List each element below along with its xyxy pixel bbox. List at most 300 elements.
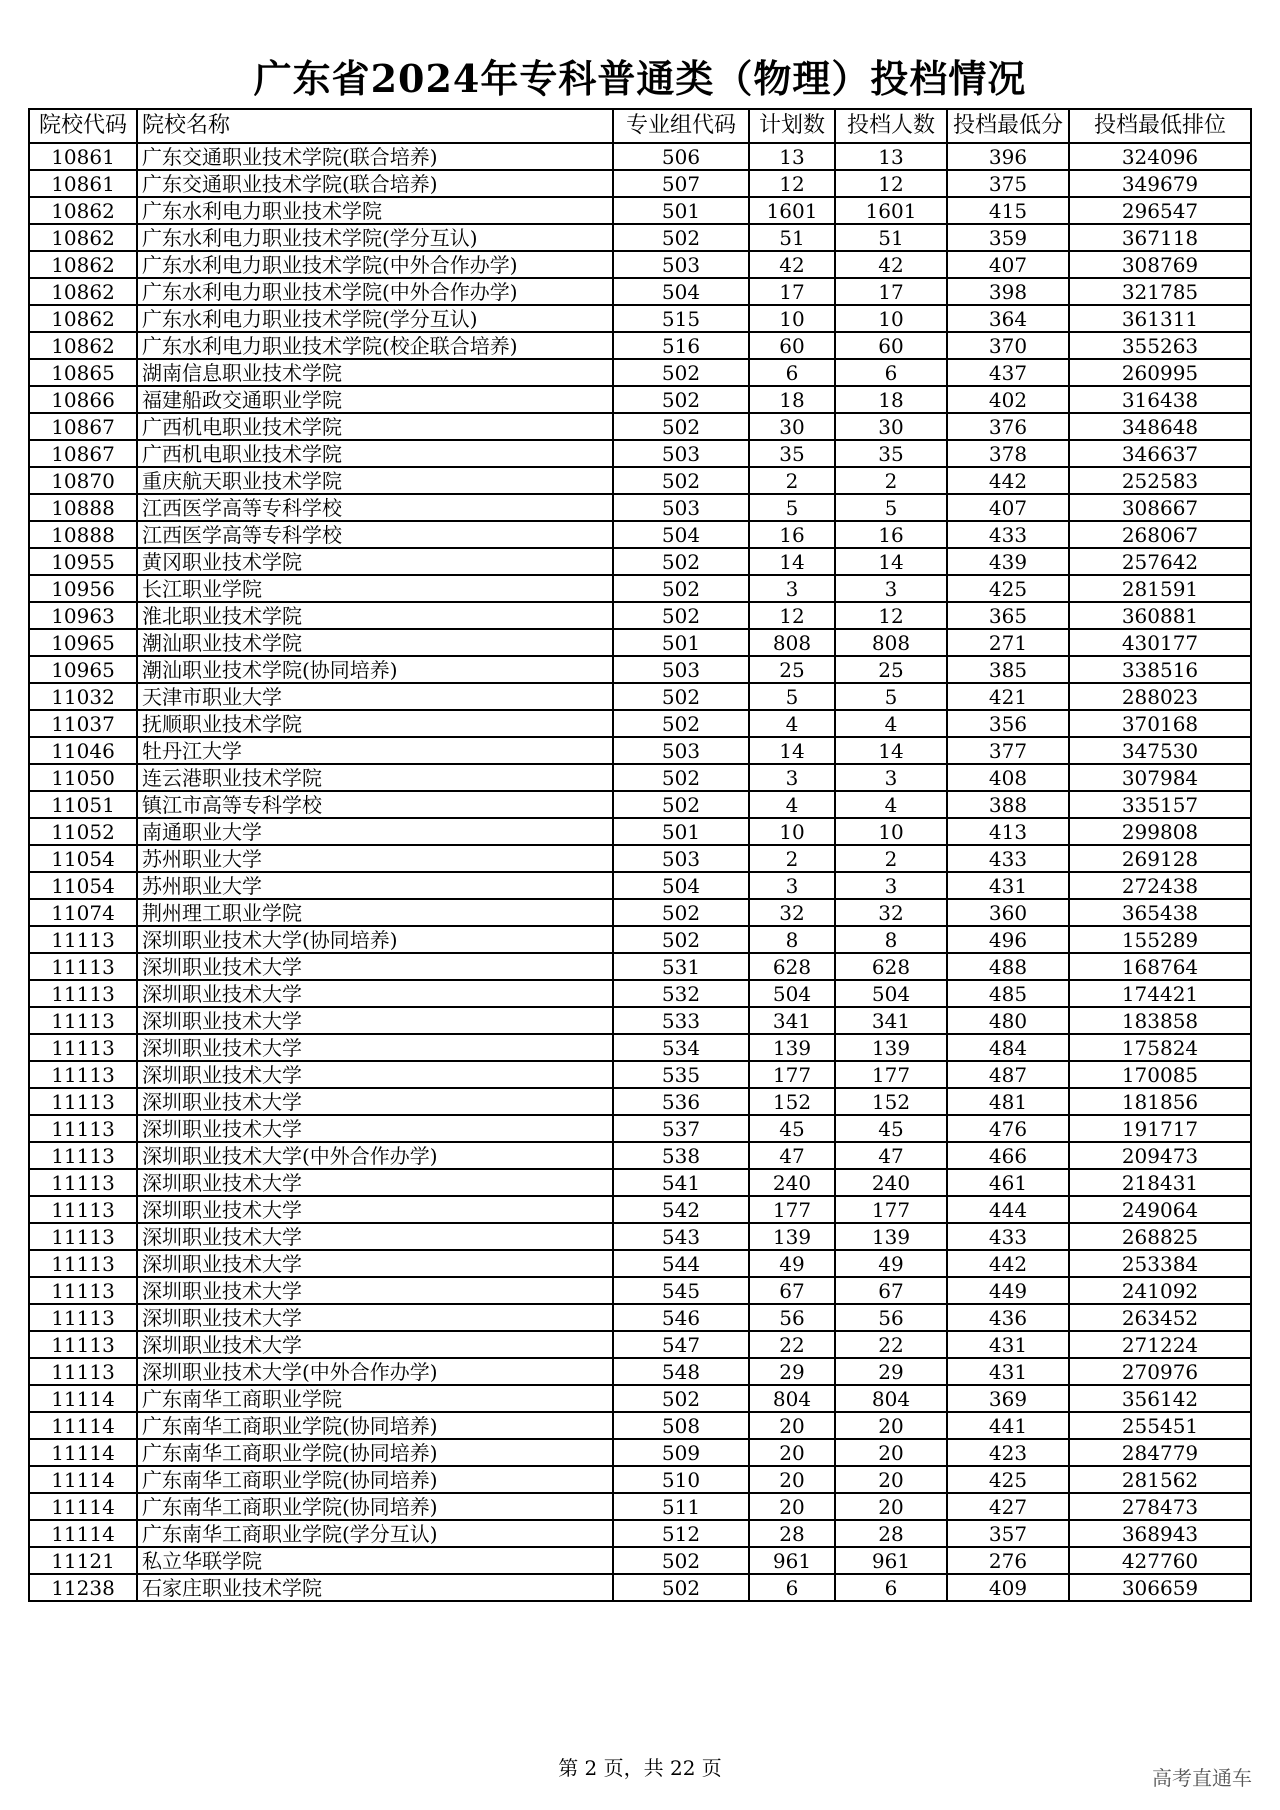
cell-group-code: 502 [613,899,749,926]
cell-school-name: 荆州理工职业学院 [137,899,613,926]
cell-school-code: 11114 [29,1412,137,1439]
cell-admitted-count: 13 [835,143,947,170]
cell-min-score: 442 [947,467,1069,494]
cell-group-code: 532 [613,980,749,1007]
cell-school-code: 11054 [29,872,137,899]
cell-admitted-count: 628 [835,953,947,980]
cell-group-code: 538 [613,1142,749,1169]
cell-school-code: 11113 [29,980,137,1007]
table-row [29,845,1251,872]
cell-min-score: 431 [947,1358,1069,1385]
cell-plan-count: 42 [749,251,835,278]
cell-plan-count: 8 [749,926,835,953]
cell-admitted-count: 22 [835,1331,947,1358]
cell-min-score: 496 [947,926,1069,953]
cell-plan-count: 30 [749,413,835,440]
cell-min-rank: 249064 [1069,1196,1251,1223]
cell-group-code: 546 [613,1304,749,1331]
cell-school-name: 江西医学高等专科学校 [137,521,613,548]
cell-min-rank: 168764 [1069,953,1251,980]
cell-group-code: 501 [613,197,749,224]
cell-min-rank: 335157 [1069,791,1251,818]
cell-plan-count: 2 [749,467,835,494]
cell-plan-count: 45 [749,1115,835,1142]
table-row [29,710,1251,737]
cell-school-code: 11113 [29,1250,137,1277]
cell-group-code: 543 [613,1223,749,1250]
cell-school-code: 11113 [29,1007,137,1034]
cell-school-code: 11114 [29,1439,137,1466]
table-row [29,953,1251,980]
cell-min-rank: 155289 [1069,926,1251,953]
cell-school-name: 深圳职业技术大学 [137,1250,613,1277]
cell-school-name: 广东南华工商职业学院(协同培养) [137,1412,613,1439]
table-row [29,1439,1251,1466]
cell-plan-count: 67 [749,1277,835,1304]
col-header-admitted-count: 投档人数 [835,109,947,143]
cell-min-score: 433 [947,845,1069,872]
cell-plan-count: 14 [749,548,835,575]
cell-admitted-count: 67 [835,1277,947,1304]
cell-admitted-count: 4 [835,791,947,818]
cell-min-score: 407 [947,251,1069,278]
cell-admitted-count: 12 [835,602,947,629]
cell-admitted-count: 20 [835,1412,947,1439]
cell-plan-count: 14 [749,737,835,764]
cell-group-code: 503 [613,656,749,683]
cell-min-score: 356 [947,710,1069,737]
cell-plan-count: 5 [749,683,835,710]
cell-group-code: 502 [613,575,749,602]
table-row [29,575,1251,602]
cell-min-score: 377 [947,737,1069,764]
cell-admitted-count: 6 [835,1574,947,1601]
cell-min-score: 488 [947,953,1069,980]
cell-min-score: 476 [947,1115,1069,1142]
cell-plan-count: 20 [749,1493,835,1520]
cell-group-code: 545 [613,1277,749,1304]
cell-admitted-count: 3 [835,575,947,602]
cell-min-rank: 288023 [1069,683,1251,710]
table-row [29,1223,1251,1250]
cell-school-name: 深圳职业技术大学 [137,953,613,980]
table-row [29,1088,1251,1115]
cell-min-rank: 268067 [1069,521,1251,548]
cell-school-name: 广东南华工商职业学院(协同培养) [137,1466,613,1493]
cell-min-score: 466 [947,1142,1069,1169]
cell-min-rank: 296547 [1069,197,1251,224]
cell-admitted-count: 17 [835,278,947,305]
cell-admitted-count: 808 [835,629,947,656]
cell-school-name: 重庆航天职业技术学院 [137,467,613,494]
cell-group-code: 502 [613,224,749,251]
cell-min-score: 388 [947,791,1069,818]
cell-min-rank: 349679 [1069,170,1251,197]
table-row [29,1169,1251,1196]
cell-min-rank: 308769 [1069,251,1251,278]
cell-admitted-count: 2 [835,845,947,872]
cell-plan-count: 804 [749,1385,835,1412]
cell-admitted-count: 152 [835,1088,947,1115]
cell-min-score: 444 [947,1196,1069,1223]
cell-school-code: 11114 [29,1385,137,1412]
cell-school-name: 广东交通职业技术学院(联合培养) [137,170,613,197]
table-row [29,386,1251,413]
cell-group-code: 535 [613,1061,749,1088]
cell-plan-count: 139 [749,1034,835,1061]
cell-school-code: 11113 [29,1142,137,1169]
cell-admitted-count: 2 [835,467,947,494]
cell-min-score: 441 [947,1412,1069,1439]
cell-min-score: 369 [947,1385,1069,1412]
cell-school-name: 广东交通职业技术学院(联合培养) [137,143,613,170]
cell-plan-count: 49 [749,1250,835,1277]
cell-group-code: 504 [613,872,749,899]
cell-school-code: 10955 [29,548,137,575]
cell-min-score: 442 [947,1250,1069,1277]
cell-admitted-count: 1601 [835,197,947,224]
cell-plan-count: 13 [749,143,835,170]
cell-min-score: 365 [947,602,1069,629]
cell-school-code: 11113 [29,1277,137,1304]
cell-school-name: 深圳职业技术大学 [137,1277,613,1304]
cell-plan-count: 29 [749,1358,835,1385]
cell-plan-count: 177 [749,1061,835,1088]
table-row [29,224,1251,251]
cell-school-code: 10861 [29,170,137,197]
cell-min-score: 427 [947,1493,1069,1520]
cell-plan-count: 20 [749,1466,835,1493]
col-header-min-rank: 投档最低排位 [1069,109,1251,143]
cell-admitted-count: 961 [835,1547,947,1574]
cell-school-code: 11113 [29,926,137,953]
cell-group-code: 506 [613,143,749,170]
table-row [29,170,1251,197]
cell-min-rank: 299808 [1069,818,1251,845]
table-row [29,1493,1251,1520]
cell-school-code: 10862 [29,251,137,278]
cell-min-score: 423 [947,1439,1069,1466]
cell-group-code: 502 [613,710,749,737]
cell-min-rank: 427760 [1069,1547,1251,1574]
cell-school-name: 深圳职业技术大学 [137,1331,613,1358]
cell-group-code: 547 [613,1331,749,1358]
cell-min-score: 402 [947,386,1069,413]
cell-school-name: 广西机电职业技术学院 [137,413,613,440]
table-row [29,332,1251,359]
table-row [29,1331,1251,1358]
cell-school-code: 10865 [29,359,137,386]
cell-plan-count: 3 [749,872,835,899]
cell-school-code: 11113 [29,1088,137,1115]
cell-school-name: 福建船政交通职业学院 [137,386,613,413]
cell-plan-count: 341 [749,1007,835,1034]
table-row [29,926,1251,953]
cell-school-name: 深圳职业技术大学(协同培养) [137,926,613,953]
cell-plan-count: 6 [749,359,835,386]
cell-school-code: 10866 [29,386,137,413]
cell-group-code: 504 [613,521,749,548]
cell-min-score: 370 [947,332,1069,359]
cell-min-score: 357 [947,1520,1069,1547]
cell-group-code: 515 [613,305,749,332]
cell-group-code: 501 [613,629,749,656]
cell-admitted-count: 49 [835,1250,947,1277]
page-number: 第 2 页，共 22 页 [558,1756,722,1780]
col-header-school-name: 院校名称 [137,109,613,143]
cell-plan-count: 60 [749,332,835,359]
cell-min-rank: 260995 [1069,359,1251,386]
cell-admitted-count: 139 [835,1034,947,1061]
table-row [29,1385,1251,1412]
cell-min-score: 484 [947,1034,1069,1061]
cell-min-rank: 268825 [1069,1223,1251,1250]
cell-school-code: 10888 [29,494,137,521]
cell-school-name: 广东南华工商职业学院(学分互认) [137,1520,613,1547]
cell-school-name: 深圳职业技术大学 [137,1196,613,1223]
cell-plan-count: 12 [749,170,835,197]
cell-min-rank: 181856 [1069,1088,1251,1115]
cell-min-score: 439 [947,548,1069,575]
cell-min-rank: 284779 [1069,1439,1251,1466]
cell-school-name: 深圳职业技术大学 [137,1007,613,1034]
cell-school-name: 广东水利电力职业技术学院(校企联合培养) [137,332,613,359]
cell-school-code: 11046 [29,737,137,764]
cell-min-score: 271 [947,629,1069,656]
cell-min-rank: 257642 [1069,548,1251,575]
cell-group-code: 544 [613,1250,749,1277]
cell-min-rank: 253384 [1069,1250,1251,1277]
cell-min-rank: 218431 [1069,1169,1251,1196]
table-body [29,143,1251,1601]
cell-min-rank: 321785 [1069,278,1251,305]
cell-school-code: 11121 [29,1547,137,1574]
cell-school-code: 10888 [29,521,137,548]
cell-group-code: 534 [613,1034,749,1061]
cell-admitted-count: 30 [835,413,947,440]
cell-school-code: 11113 [29,1358,137,1385]
cell-school-code: 11050 [29,764,137,791]
cell-school-name: 私立华联学院 [137,1547,613,1574]
table-row [29,1196,1251,1223]
cell-min-score: 449 [947,1277,1069,1304]
cell-school-code: 11032 [29,683,137,710]
table-row [29,413,1251,440]
cell-admitted-count: 10 [835,305,947,332]
cell-plan-count: 10 [749,305,835,332]
cell-min-score: 276 [947,1547,1069,1574]
table-row [29,440,1251,467]
cell-min-score: 433 [947,521,1069,548]
cell-min-score: 480 [947,1007,1069,1034]
table-row [29,494,1251,521]
cell-group-code: 502 [613,413,749,440]
cell-school-code: 11113 [29,1304,137,1331]
cell-admitted-count: 60 [835,332,947,359]
cell-plan-count: 18 [749,386,835,413]
page-title: 广东省2024年专科普通类（物理）投档情况 [253,56,1027,101]
cell-group-code: 503 [613,737,749,764]
table-row [29,656,1251,683]
cell-min-rank: 278473 [1069,1493,1251,1520]
cell-min-score: 408 [947,764,1069,791]
cell-plan-count: 808 [749,629,835,656]
cell-school-code: 10862 [29,278,137,305]
cell-group-code: 502 [613,764,749,791]
cell-group-code: 509 [613,1439,749,1466]
table-row [29,1115,1251,1142]
cell-school-name: 苏州职业大学 [137,845,613,872]
cell-group-code: 502 [613,926,749,953]
cell-school-name: 深圳职业技术大学 [137,1088,613,1115]
cell-min-score: 396 [947,143,1069,170]
cell-min-rank: 183858 [1069,1007,1251,1034]
cell-min-rank: 306659 [1069,1574,1251,1601]
cell-school-code: 11052 [29,818,137,845]
cell-group-code: 542 [613,1196,749,1223]
cell-admitted-count: 20 [835,1493,947,1520]
cell-admitted-count: 804 [835,1385,947,1412]
cell-group-code: 502 [613,683,749,710]
cell-min-rank: 272438 [1069,872,1251,899]
cell-group-code: 503 [613,440,749,467]
table-row [29,1547,1251,1574]
cell-min-rank: 368943 [1069,1520,1251,1547]
cell-school-code: 11238 [29,1574,137,1601]
table-row [29,1277,1251,1304]
cell-school-code: 10862 [29,224,137,251]
cell-admitted-count: 35 [835,440,947,467]
cell-school-code: 11113 [29,953,137,980]
cell-min-rank: 365438 [1069,899,1251,926]
cell-min-rank: 263452 [1069,1304,1251,1331]
cell-min-score: 413 [947,818,1069,845]
admission-table [28,108,1252,1602]
cell-school-code: 11113 [29,1061,137,1088]
cell-admitted-count: 177 [835,1196,947,1223]
cell-min-score: 385 [947,656,1069,683]
cell-school-name: 广东水利电力职业技术学院 [137,197,613,224]
cell-group-code: 533 [613,1007,749,1034]
cell-admitted-count: 14 [835,737,947,764]
cell-min-rank: 174421 [1069,980,1251,1007]
cell-min-rank: 252583 [1069,467,1251,494]
cell-plan-count: 56 [749,1304,835,1331]
cell-min-score: 437 [947,359,1069,386]
cell-min-rank: 367118 [1069,224,1251,251]
cell-group-code: 537 [613,1115,749,1142]
cell-min-rank: 191717 [1069,1115,1251,1142]
cell-min-rank: 316438 [1069,386,1251,413]
cell-admitted-count: 8 [835,926,947,953]
cell-school-name: 广东南华工商职业学院(协同培养) [137,1439,613,1466]
cell-min-rank: 308667 [1069,494,1251,521]
cell-min-score: 431 [947,1331,1069,1358]
cell-group-code: 512 [613,1520,749,1547]
cell-min-score: 364 [947,305,1069,332]
cell-min-score: 433 [947,1223,1069,1250]
cell-plan-count: 152 [749,1088,835,1115]
cell-school-code: 10867 [29,440,137,467]
table-row [29,818,1251,845]
cell-school-code: 10862 [29,305,137,332]
cell-school-name: 连云港职业技术学院 [137,764,613,791]
cell-school-code: 11113 [29,1169,137,1196]
cell-school-code: 11113 [29,1034,137,1061]
cell-school-name: 广东水利电力职业技术学院(中外合作办学) [137,278,613,305]
cell-school-code: 10862 [29,332,137,359]
cell-school-name: 潮汕职业技术学院(协同培养) [137,656,613,683]
cell-school-name: 深圳职业技术大学 [137,1034,613,1061]
table-row [29,791,1251,818]
cell-school-name: 潮汕职业技术学院 [137,629,613,656]
cell-school-name: 苏州职业大学 [137,872,613,899]
cell-min-rank: 324096 [1069,143,1251,170]
cell-school-name: 长江职业学院 [137,575,613,602]
cell-school-code: 10870 [29,467,137,494]
cell-plan-count: 17 [749,278,835,305]
cell-group-code: 510 [613,1466,749,1493]
col-header-min-score: 投档最低分 [947,109,1069,143]
cell-min-score: 487 [947,1061,1069,1088]
cell-plan-count: 1601 [749,197,835,224]
cell-admitted-count: 45 [835,1115,947,1142]
cell-min-rank: 355263 [1069,332,1251,359]
cell-plan-count: 16 [749,521,835,548]
cell-school-name: 黄冈职业技术学院 [137,548,613,575]
cell-school-code: 10965 [29,629,137,656]
cell-admitted-count: 20 [835,1439,947,1466]
cell-plan-count: 4 [749,710,835,737]
cell-admitted-count: 4 [835,710,947,737]
cell-plan-count: 6 [749,1574,835,1601]
table-row [29,1304,1251,1331]
table-row [29,1061,1251,1088]
table-row [29,980,1251,1007]
cell-plan-count: 12 [749,602,835,629]
col-header-group-code: 专业组代码 [613,109,749,143]
cell-group-code: 503 [613,251,749,278]
cell-plan-count: 240 [749,1169,835,1196]
cell-min-rank: 175824 [1069,1034,1251,1061]
cell-school-name: 广东水利电力职业技术学院(学分互认) [137,224,613,251]
cell-min-rank: 360881 [1069,602,1251,629]
cell-school-name: 广东水利电力职业技术学院(学分互认) [137,305,613,332]
cell-min-score: 359 [947,224,1069,251]
cell-group-code: 504 [613,278,749,305]
cell-admitted-count: 32 [835,899,947,926]
cell-min-score: 425 [947,1466,1069,1493]
cell-group-code: 508 [613,1412,749,1439]
cell-min-rank: 209473 [1069,1142,1251,1169]
cell-plan-count: 47 [749,1142,835,1169]
cell-group-code: 503 [613,845,749,872]
cell-school-name: 江西医学高等专科学校 [137,494,613,521]
cell-min-score: 360 [947,899,1069,926]
table-row [29,1034,1251,1061]
cell-school-name: 深圳职业技术大学 [137,1115,613,1142]
cell-min-rank: 307984 [1069,764,1251,791]
cell-school-code: 11051 [29,791,137,818]
cell-admitted-count: 16 [835,521,947,548]
cell-group-code: 511 [613,1493,749,1520]
table-row [29,251,1251,278]
col-header-plan-count: 计划数 [749,109,835,143]
cell-school-name: 石家庄职业技术学院 [137,1574,613,1601]
cell-admitted-count: 20 [835,1466,947,1493]
cell-min-score: 378 [947,440,1069,467]
cell-group-code: 502 [613,548,749,575]
